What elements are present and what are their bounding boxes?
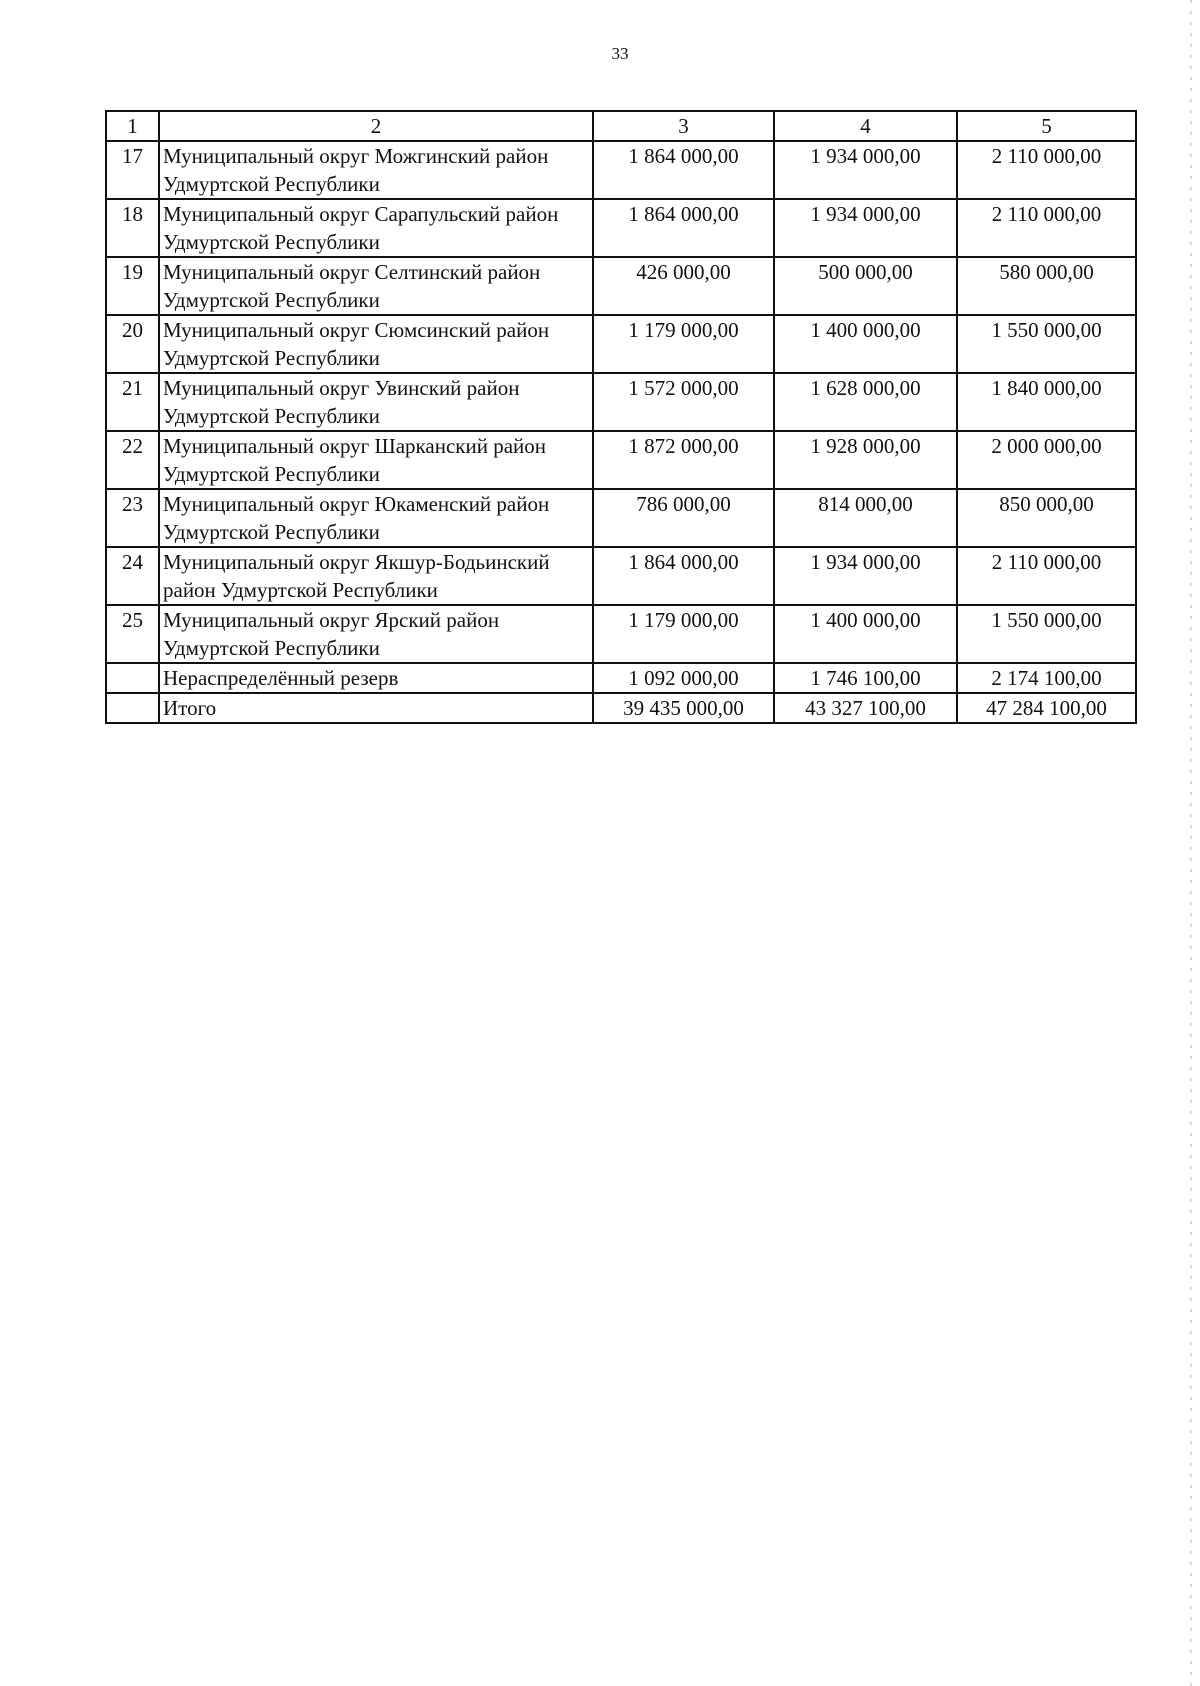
value-col-4: 1 400 000,00: [774, 605, 957, 663]
value-col-4: 1 934 000,00: [774, 547, 957, 605]
value-col-4: 1 400 000,00: [774, 315, 957, 373]
allocation-table: [105, 110, 1137, 724]
header-col-3: 3: [593, 111, 774, 141]
row-number: 25: [106, 605, 159, 663]
row-number: 22: [106, 431, 159, 489]
row-number: 20: [106, 315, 159, 373]
value-col-5: 1 550 000,00: [957, 605, 1136, 663]
municipality-name: Муниципальный округ Сюмсинский район Удмуртской Республики: [159, 315, 593, 373]
row-number: 19: [106, 257, 159, 315]
header-col-2: 2: [159, 111, 593, 141]
value-col-4: 1 928 000,00: [774, 431, 957, 489]
value-col-3: 1 864 000,00: [593, 141, 774, 199]
value-col-5: 2 000 000,00: [957, 431, 1136, 489]
reserve-value-col-3: 1 092 000,00: [593, 663, 774, 693]
municipality-name: Муниципальный округ Сарапульский район Удмуртской Республики: [159, 199, 593, 257]
value-col-4: 1 628 000,00: [774, 373, 957, 431]
municipality-name: Муниципальный округ Ярский район Удмуртской Республики: [159, 605, 593, 663]
value-col-3: 1 572 000,00: [593, 373, 774, 431]
header-col-1: 1: [106, 111, 159, 141]
reserve-value-col-4: 1 746 100,00: [774, 663, 957, 693]
value-col-4: 1 934 000,00: [774, 199, 957, 257]
reserve-row-number: [106, 663, 159, 693]
table-row: [106, 141, 1136, 199]
row-number: 24: [106, 547, 159, 605]
table-row: [106, 199, 1136, 257]
value-col-3: 1 864 000,00: [593, 547, 774, 605]
value-col-5: 2 110 000,00: [957, 199, 1136, 257]
total-value-col-5: 47 284 100,00: [957, 693, 1136, 723]
table-row: [106, 373, 1136, 431]
row-number: 23: [106, 489, 159, 547]
table-body: [106, 141, 1136, 723]
value-col-3: 426 000,00: [593, 257, 774, 315]
row-number: 21: [106, 373, 159, 431]
table-row: [106, 489, 1136, 547]
value-col-5: 2 110 000,00: [957, 547, 1136, 605]
reserve-label: Нераспределённый резерв: [159, 663, 593, 693]
page-number: 33: [611, 44, 629, 63]
value-col-5: 2 110 000,00: [957, 141, 1136, 199]
municipality-name: Муниципальный округ Увинский район Удмуртской Республики: [159, 373, 593, 431]
total-value-col-3: 39 435 000,00: [593, 693, 774, 723]
reserve-row: [106, 663, 1136, 693]
table-row: [106, 431, 1136, 489]
value-col-4: 1 934 000,00: [774, 141, 957, 199]
municipality-name: Муниципальный округ Можгинский район Удмуртской Республики: [159, 141, 593, 199]
municipality-name: Муниципальный округ Юкаменский район Удмуртской Республики: [159, 489, 593, 547]
table-row: [106, 315, 1136, 373]
value-col-3: 786 000,00: [593, 489, 774, 547]
table-header: [106, 111, 1136, 141]
municipality-name: Муниципальный округ Якшур-Бодьинский район Удмуртской Республики: [159, 547, 593, 605]
value-col-3: 1 179 000,00: [593, 315, 774, 373]
row-number: 18: [106, 199, 159, 257]
total-row: [106, 693, 1136, 723]
value-col-5: 580 000,00: [957, 257, 1136, 315]
header-col-4: 4: [774, 111, 957, 141]
value-col-4: 500 000,00: [774, 257, 957, 315]
total-label: Итого: [159, 693, 593, 723]
row-number: 17: [106, 141, 159, 199]
municipality-name: Муниципальный округ Селтинский район Удмуртской Республики: [159, 257, 593, 315]
table-row: [106, 605, 1136, 663]
header-row: [106, 111, 1136, 141]
value-col-3: 1 872 000,00: [593, 431, 774, 489]
value-col-3: 1 864 000,00: [593, 199, 774, 257]
header-col-5: 5: [957, 111, 1136, 141]
value-col-5: 850 000,00: [957, 489, 1136, 547]
value-col-5: 1 550 000,00: [957, 315, 1136, 373]
value-col-4: 814 000,00: [774, 489, 957, 547]
scan-edge-artifact: [1190, 0, 1192, 1686]
total-value-col-4: 43 327 100,00: [774, 693, 957, 723]
value-col-5: 1 840 000,00: [957, 373, 1136, 431]
reserve-value-col-5: 2 174 100,00: [957, 663, 1136, 693]
table-row: [106, 547, 1136, 605]
value-col-3: 1 179 000,00: [593, 605, 774, 663]
municipality-name: Муниципальный округ Шарканский район Удмуртской Республики: [159, 431, 593, 489]
allocation-table-container: [105, 110, 1135, 724]
table-row: [106, 257, 1136, 315]
total-row-number: [106, 693, 159, 723]
